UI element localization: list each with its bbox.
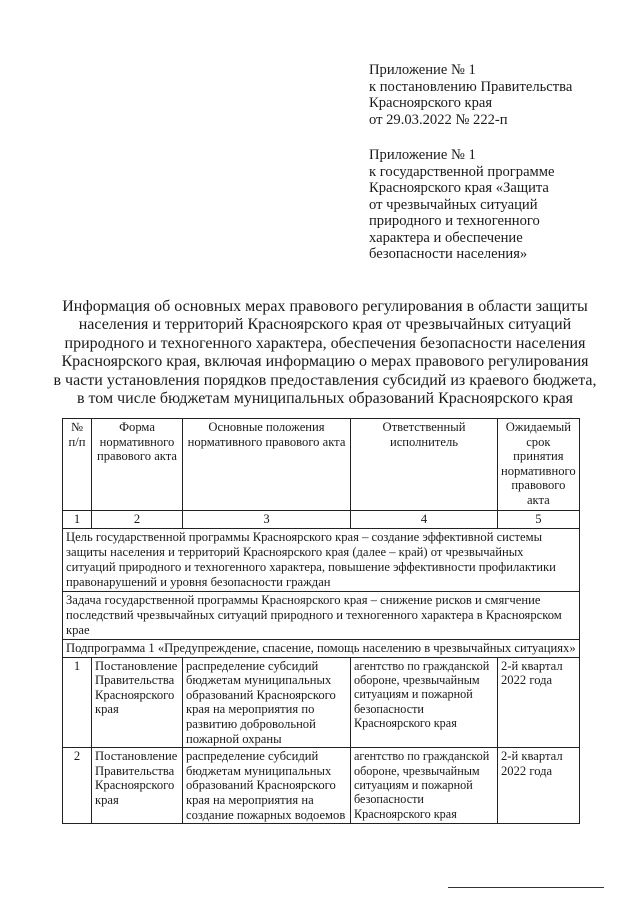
task-row [63, 591, 580, 639]
program-goal: Цель государственной программы Красноярского края – создание эффективной системы защиты населения и территорий Красноярского края (далее – край) от чрезвычайных ситуаций природного и техногенного характера, повышение эффективности профилактики правонарушений и уровня безопасности граждан [63, 528, 580, 591]
row-executor: агентство по гражданской обороне, чрезвычайным ситуациям и пожарной безопасности Красноярского края [351, 748, 498, 824]
appendix-line: от 29.03.2022 № 222-п [369, 111, 508, 128]
column-number: 5 [498, 511, 580, 529]
title-line: в части установления порядков предоставления субсидий из краевого бюджета, [53, 371, 597, 389]
row-deadline: 2-й квартал 2022 года [498, 748, 580, 824]
goal-row [63, 528, 580, 591]
document-title [40, 298, 610, 408]
subprogram-row [63, 639, 580, 657]
program-task: Задача государственной программы Красноярского края – снижение рисков и смягчение последствий чрезвычайных ситуаций природного и техногенного характера в Красноярском крае [63, 591, 580, 639]
table-row [63, 748, 580, 824]
appendix-line: от чрезвычайных ситуаций [369, 196, 538, 213]
row-number: 2 [63, 748, 92, 824]
appendix-to-program [369, 147, 555, 263]
column-number: 3 [183, 511, 351, 529]
appendix-line: Приложение № 1 [369, 147, 476, 163]
header-cell-provisions: Основные положения нормативного правового акта [183, 419, 351, 511]
row-number: 1 [63, 657, 92, 748]
measures-table [62, 418, 580, 824]
footer-rule [448, 887, 604, 888]
title-line: населения и территорий Красноярского края от чрезвычайных ситуаций [78, 316, 572, 334]
appendix-line: безопасности населения» [369, 246, 528, 262]
appendix-line: Красноярского края «Защита [369, 180, 549, 196]
table-header-row [63, 419, 580, 511]
header-cell-number: № п/п [63, 419, 92, 511]
table-row [63, 657, 580, 748]
title-line: Информация об основных мерах правового регулирования в области защиты [62, 298, 588, 315]
row-executor: агентство по гражданской обороне, чрезвычайным ситуациям и пожарной безопасности Красноярского края [351, 657, 498, 748]
column-number: 4 [351, 511, 498, 529]
header-cell-executor: Ответственный исполнитель [351, 419, 498, 511]
row-provisions: распределение субсидий бюджетам муниципальных образований Красноярского края на мероприятия на создание пожарных водоемов [183, 748, 351, 824]
appendix-line: характера и обеспечение [369, 229, 523, 246]
title-line: в том числе бюджетам муниципальных образований Красноярского края [76, 390, 574, 408]
appendix-line: к государственной программе [369, 163, 555, 180]
title-line: Красноярского края, включая информацию о мерах правового регулирования [61, 353, 589, 371]
title-line: природного и техногенного характера, обеспечения безопасности населения [64, 334, 586, 352]
appendix-line: природного и техногенного [369, 213, 540, 229]
header-cell-deadline: Ожидаемый срок принятия нормативного правового акта [498, 419, 580, 511]
row-form: Постановление Правительства Красноярского края [92, 748, 183, 824]
header-cell-form: Форма нормативного правового акта [92, 419, 183, 511]
subprogram-title: Подпрограмма 1 «Предупреждение, спасение, помощь населению в чрезвычайных ситуациях» [63, 639, 580, 657]
column-number: 1 [63, 511, 92, 529]
appendix-line: Приложение № 1 [369, 62, 476, 78]
appendix-line: к постановлению Правительства [369, 78, 573, 95]
row-deadline: 2-й квартал 2022 года [498, 657, 580, 748]
appendix-to-decree [369, 62, 572, 128]
row-provisions: распределение субсидий бюджетам муниципальных образований Красноярского края на мероприятия по развитию добровольной пожарной охраны [183, 657, 351, 748]
row-form: Постановление Правительства Красноярского края [92, 657, 183, 748]
appendix-line: Красноярского края [369, 95, 493, 111]
column-number: 2 [92, 511, 183, 529]
column-number-row [63, 511, 580, 529]
